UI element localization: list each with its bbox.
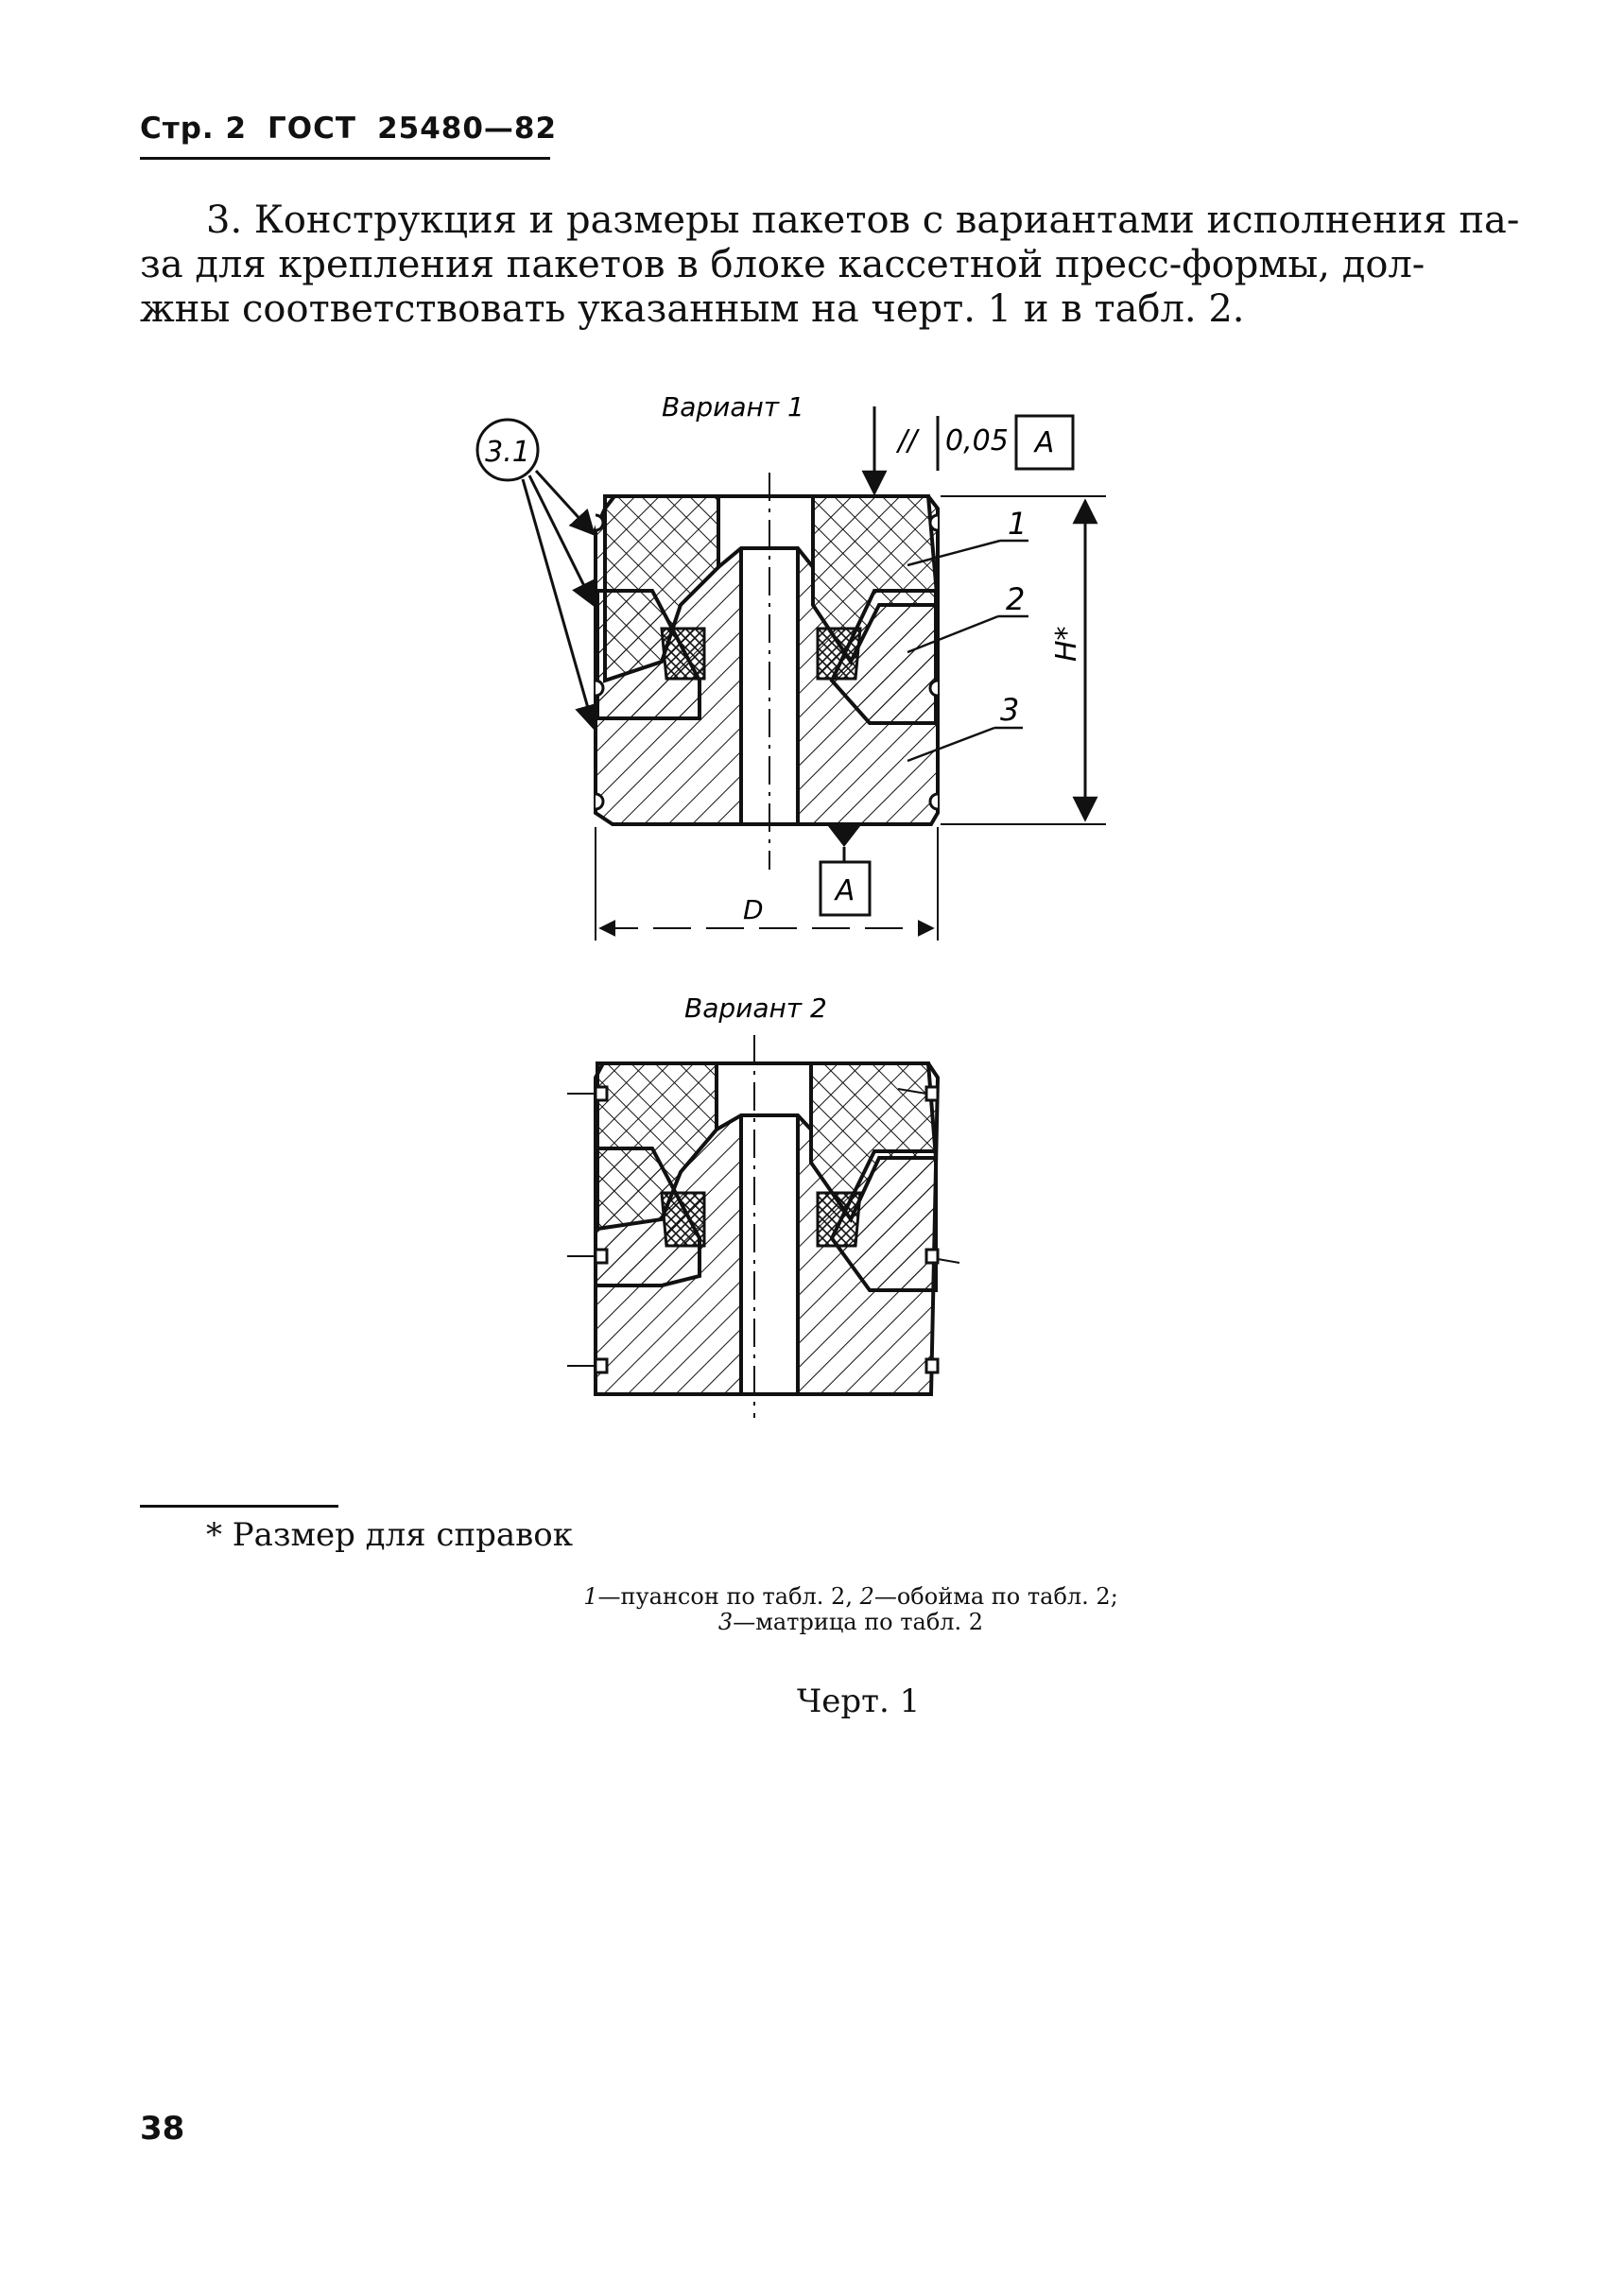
variant-2-section	[567, 992, 959, 1418]
diameter-label: D	[743, 894, 764, 925]
variant-2-title: Вариант 2	[684, 992, 827, 1024]
callout-leaders	[523, 471, 594, 728]
footnote: * Размер для справок	[206, 1516, 574, 1554]
part-label-2: 2	[1006, 581, 1026, 617]
footnote-rule	[140, 1505, 338, 1508]
height-label: H*	[1050, 626, 1083, 662]
legend-text-3: —матрица по табл. 2	[733, 1609, 984, 1635]
variant-1-section	[477, 391, 1106, 940]
standard-number: 25480—82	[377, 112, 558, 146]
legend-num-1: 1	[583, 1583, 598, 1610]
part-label-3: 3	[1000, 692, 1020, 728]
paragraph-line-2-start: за для крепления пакетов в блоке кассетной пресс-формы,	[140, 243, 1330, 286]
figure-caption: Черт. 1	[797, 1682, 921, 1720]
variant-2-insert-left	[662, 1193, 704, 1246]
page-number: 38	[140, 2110, 185, 2148]
page-label: Стр. 2	[140, 112, 248, 146]
tolerance-value: 0,05	[945, 424, 1009, 457]
legend-text-2: —обойма по табл. 2;	[873, 1583, 1118, 1610]
tolerance-datum: A	[1034, 426, 1055, 459]
paragraph-line-3: жны соответствовать указанным на черт. 1 и в табл. 2.	[140, 287, 1245, 331]
standard-label: ГОСТ	[268, 112, 357, 146]
paragraph-line-2-end: дол-	[1341, 243, 1425, 286]
diameter-dimension	[596, 827, 938, 940]
legend-text-1: —пуансон по табл. 2,	[597, 1583, 860, 1610]
variant-1-insert-left	[662, 629, 704, 679]
paragraph-line-1: 3. Конструкция и размеры пакетов с вариантами исполнения па-	[206, 198, 1520, 242]
tolerance-frame	[874, 406, 1073, 493]
variant-2-central-bore	[741, 1115, 798, 1394]
datum-label: A	[835, 874, 855, 907]
variant-2-insert-right	[818, 1193, 860, 1246]
datum-marker	[821, 826, 870, 915]
parallelism-symbol: //	[898, 424, 918, 457]
variant-1-title: Вариант 1	[662, 391, 804, 423]
height-dimension	[941, 496, 1106, 824]
figure-legend	[529, 1584, 1172, 1635]
variant-1-insert-right	[818, 629, 860, 679]
legend-num-3: 3	[717, 1609, 734, 1635]
callout-label: 3.1	[485, 436, 530, 469]
legend-num-2: 2	[859, 1583, 874, 1610]
part-label-1: 1	[1008, 506, 1028, 542]
